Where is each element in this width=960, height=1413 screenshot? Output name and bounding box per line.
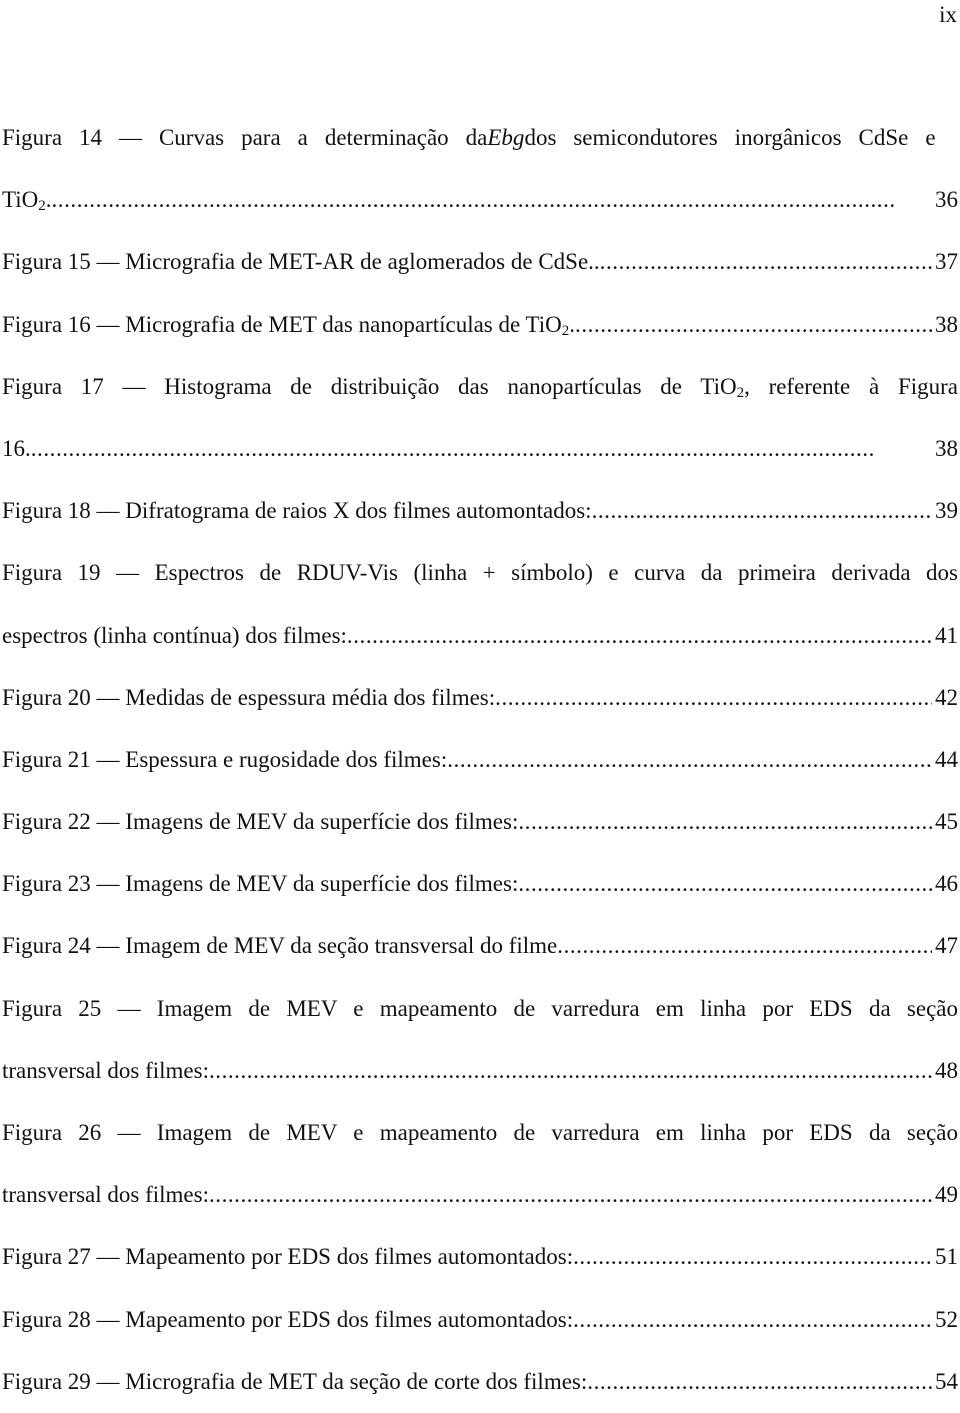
toc-entry-figura-27[interactable] (2, 1226, 958, 1288)
toc-page-number: 52 (935, 1306, 958, 1332)
dot-leader (447, 729, 932, 791)
toc-entry-figura-23[interactable] (2, 853, 958, 915)
toc-entry-figura-17-line-1 (2, 356, 958, 418)
toc-text: Figura 16 — Micrografia de MET das nanopartículas de TiO$_2$. (2, 311, 576, 339)
dot-leader (557, 915, 932, 977)
toc-entry-figura-17[interactable] (2, 418, 958, 480)
toc-text: Figura 27 — Mapeamento por EDS dos filmes automontados: (2, 1244, 574, 1270)
toc-text: Figura 29 — Micrografia de MET da seção de corte dos filmes: (2, 1368, 588, 1394)
toc-entry-figura-20[interactable] (2, 667, 958, 729)
toc-page-number: 47 (935, 933, 958, 959)
toc-text: Figura 22 — Imagens de MEV da superfície dos filmes: (2, 809, 519, 835)
toc-page-number: 42 (935, 684, 958, 710)
dot-leader (587, 1351, 932, 1413)
dot-leader (518, 791, 932, 853)
dot-leader (31, 418, 932, 480)
dot-leader (52, 169, 933, 231)
toc-page-number: 38 (935, 311, 958, 337)
toc-text: Figura 17 — Histograma de distribuição das nanopartículas de TiO$_2$, referente à Figura (2, 373, 958, 401)
toc-page-number: 45 (935, 809, 958, 835)
toc-text: Figura 28 — Mapeamento por EDS dos filmes automontados: (2, 1306, 574, 1332)
dot-leader (209, 1164, 932, 1226)
toc-entry-figura-25[interactable] (2, 1040, 958, 1102)
toc-page-number: 51 (935, 1244, 958, 1270)
toc-text: Figura 14 — Curvas para a determinação daEbgdos semicondutores inorgânicos CdSe e (2, 125, 936, 150)
dot-leader (600, 231, 932, 293)
toc-text: Figura 20 — Medidas de espessura média dos filmes: (2, 684, 496, 710)
page-number: ix (939, 2, 957, 27)
toc-entry-figura-29[interactable] (2, 1351, 958, 1413)
toc-entry-figura-19[interactable] (2, 605, 958, 667)
toc-page-number: 38 (935, 435, 958, 461)
dot-leader (518, 853, 932, 915)
toc-page-number: 48 (935, 1057, 958, 1083)
toc-entry-figura-25-line-1 (2, 978, 958, 1040)
toc-text: Figura 23 — Imagens de MEV da superfície dos filmes: (2, 871, 519, 897)
toc-text: Figura 18 — Difratograma de raios X dos filmes automontados: (2, 498, 592, 524)
toc-page-number: 44 (935, 746, 958, 772)
toc-entry-figura-14[interactable] (2, 169, 958, 231)
toc-entry-figura-26[interactable] (2, 1164, 958, 1226)
dot-leader (575, 294, 932, 356)
toc-text: espectros (linha contínua) dos filmes: (2, 622, 347, 648)
toc-entry-figura-14-line-1 (2, 107, 958, 169)
toc-entry-figura-16[interactable] (2, 294, 958, 356)
toc-text: Figura 26 — Imagem de MEV e mapeamento de varredura em linha por EDS da seção (2, 1120, 958, 1145)
dot-leader (573, 1289, 932, 1351)
toc-page-number: 49 (935, 1182, 958, 1208)
toc-page-number: 41 (935, 622, 958, 648)
toc-text: Figura 21 — Espessura e rugosidade dos filmes: (2, 746, 448, 772)
toc-text: Figura 24 — Imagem de MEV da seção transversal do filme (2, 933, 558, 959)
toc-entry-figura-22[interactable] (2, 791, 958, 853)
toc-entry-figura-15[interactable] (2, 231, 958, 293)
toc-entry-figura-24[interactable] (2, 915, 958, 977)
toc-entry-figura-19-line-1 (2, 542, 958, 604)
toc-entry-figura-26-line-1 (2, 1102, 958, 1164)
toc-page-number: 46 (935, 871, 958, 897)
toc-page-number: 54 (935, 1368, 958, 1394)
dot-leader (573, 1226, 932, 1288)
dot-leader (592, 480, 932, 542)
dot-leader (495, 667, 932, 729)
toc-text: TiO$_2$. (2, 187, 52, 215)
toc-text: transversal dos filmes: (2, 1057, 209, 1083)
toc-text: Figura 25 — Imagem de MEV e mapeamento de varredura em linha por EDS da seção (2, 995, 958, 1021)
toc-page-number: 37 (935, 249, 958, 275)
dot-leader (347, 605, 932, 667)
toc-text: 16. (2, 435, 31, 461)
toc-text: Figura 15 — Micrografia de MET-AR de aglomerados de CdSe.. (2, 249, 600, 275)
list-of-figures (2, 107, 958, 1413)
toc-text: transversal dos filmes: (2, 1182, 209, 1208)
toc-page-number: 36 (935, 187, 958, 213)
toc-entry-figura-18[interactable] (2, 480, 958, 542)
toc-text: Figura 19 — Espectros de RDUV-Vis (linha + símbolo) e curva da primeira derivada dos (2, 560, 958, 586)
dot-leader (209, 1040, 932, 1102)
toc-entry-figura-28[interactable] (2, 1289, 958, 1351)
toc-page-number: 39 (935, 498, 958, 524)
toc-entry-figura-21[interactable] (2, 729, 958, 791)
